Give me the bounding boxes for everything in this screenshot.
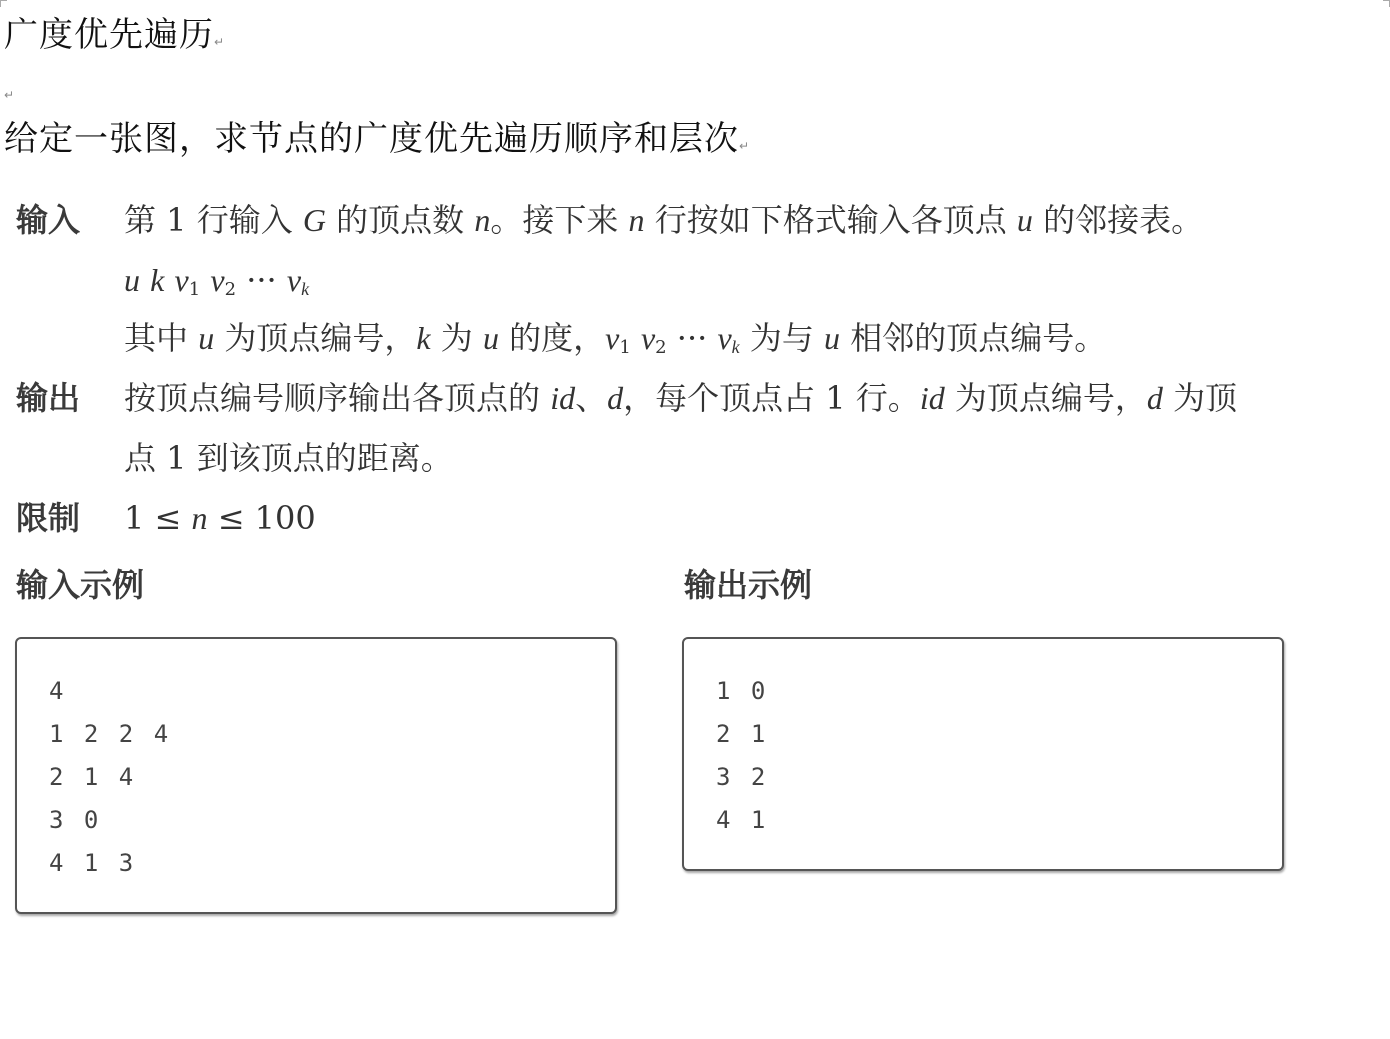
description-text: 给定一张图，求节点的广度优先遍历顺序和层次: [4, 119, 739, 159]
problem-description: [4, 116, 750, 169]
output-label: 输出: [16, 379, 81, 417]
input-format-line: u k $v_1$ $v_2$ ··· $v_k$: [124, 261, 310, 300]
empty-paragraph: [4, 84, 14, 103]
title-text: 广度优先遍历: [4, 15, 214, 55]
sample-output-line: 1 0: [716, 677, 769, 705]
limit-label: 限制: [16, 499, 81, 537]
page-corner-mark: [1383, 0, 1390, 7]
document-title: [4, 12, 225, 65]
sample-input-line: 1 2 2 4: [49, 720, 172, 748]
sample-output-line: 4 1: [716, 806, 769, 834]
sample-input-label: 输入示例: [16, 566, 145, 604]
input-label: 输入: [16, 201, 81, 239]
sample-output-line: 3 2: [716, 763, 769, 791]
output-spec-line2: 点 1 到该顶点的距离。: [124, 439, 453, 477]
input-spec-line1: 第 1 行输入 G 的顶点数 n。接下来 n 行按如下格式输入各顶点 u 的邻接表。: [124, 201, 1204, 239]
paragraph-mark-icon: ↵: [4, 88, 15, 102]
output-spec-line1: 按顶点编号顺序输出各顶点的 id、d，每个顶点占 1 行。id 为顶点编号，d 为顶: [124, 379, 1238, 417]
page-corner-mark: [0, 0, 7, 7]
sample-output-line: 2 1: [716, 720, 769, 748]
sample-output-box: [682, 637, 1284, 871]
sample-input-line: 3 0: [49, 806, 102, 834]
input-spec-line3: 其中 u 为顶点编号，k 为 u 的度，$v_1$ $v_2$ ··· $v_k$ 为与 u 相邻的顶点编号。: [124, 319, 1107, 358]
paragraph-mark-icon: ↵: [214, 35, 226, 49]
limit-text: 1 ≤ n ≤ 100: [124, 499, 316, 537]
sample-input-line: 4: [49, 677, 67, 705]
paragraph-mark-icon: ↵: [739, 139, 751, 153]
sample-output-label: 输出示例: [684, 566, 813, 604]
sample-input-box: [15, 637, 617, 914]
sample-input-line: 4 1 3: [49, 849, 137, 877]
sample-input-line: 2 1 4: [49, 763, 137, 791]
